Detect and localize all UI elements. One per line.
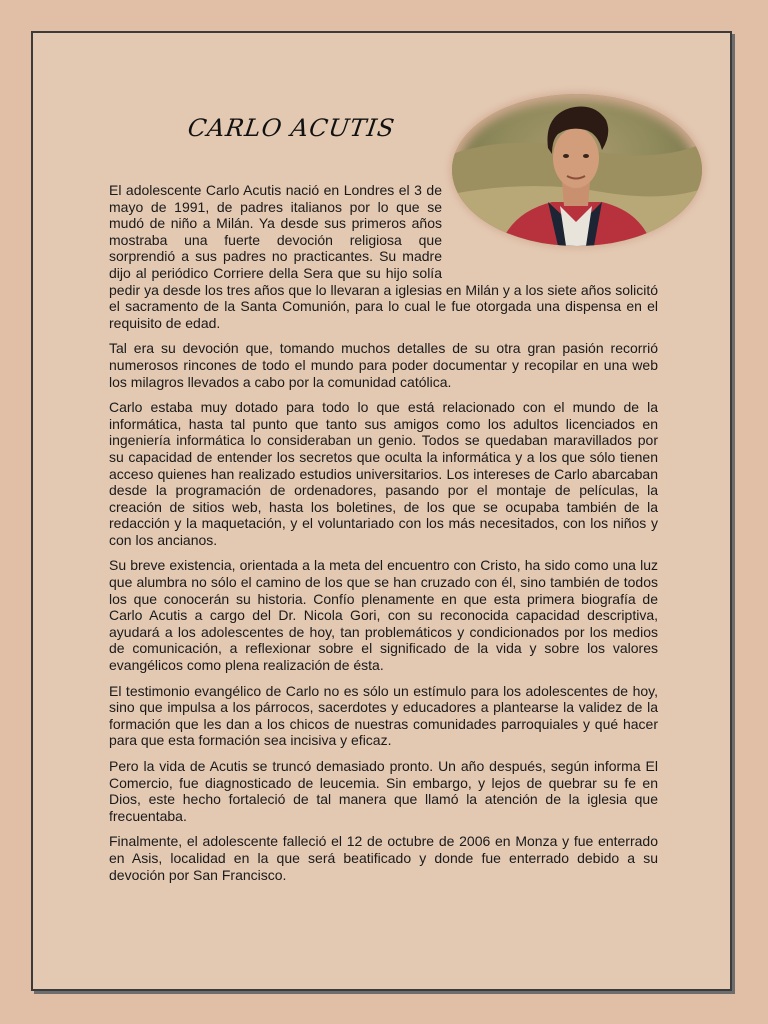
document-body	[109, 182, 658, 892]
paragraph-existence: Su breve existencia, orientada a la meta del encuentro con Cristo, ha sido como una luz que alumbra no sólo el camino de los que se han cruzado con él, sino también de todos los que conocerán su historia. Confío plenamente en que esta primera biografía de Carlo Acutis a cargo del Dr. Nicola Gori, con su reconocida capacidad descriptiva, ayudará a los adolescentes de hoy, tan problemáticos y condicionados por los medios de comunicación, a reflexionar sobre el significado de la vida y sobre los valores evangélicos como plena realización de ésta.	[109, 557, 658, 674]
document-title: CARLO ACUTIS	[186, 114, 397, 142]
photo-text-wrap	[442, 182, 658, 266]
paragraph-devotion: Tal era su devoción que, tomando muchos detalles de su otra gran pasión recorrió numerosos rincones de todo el mundo para poder documentar y recopilar en una web los milagros llevados a cabo por la comunidad católica.	[109, 340, 658, 390]
paragraph-informatics: Carlo estaba muy dotado para todo lo que está relacionado con el mundo de la informática, hasta tal punto que tanto sus amigos como los adultos licenciados en ingeniería informática lo consideraban un genio. Todos se quedaban maravillados por su capacidad de entender los secretos que oculta la informática y a los que sólo tienen acceso quienes han realizado estudios universitarios. Los intereses de Carlo abarcaban desde la programación de ordenadores, pasando por el montaje de películas, la creación de sitios web, hasta los boletines, de los que se ocupaba también de la redacción y la maquetación, y el voluntariado con los más necesitados, con los niños y con los ancianos.	[109, 399, 658, 548]
paragraph-testimony: El testimonio evangélico de Carlo no es sólo un estímulo para los adolescentes de hoy, sino que impulsa a los párrocos, sacerdotes y educadores a plantearse la validez de la formación que les dan a los chicos de nuestras comunidades parroquiales y qué hacer para que esta formación sea incisiva y eficaz.	[109, 682, 658, 749]
paragraph-birth: El adolescente Carlo Acutis nació en Londres el 3 de mayo de 1991, de padres italianos por lo que se mudó de niño a Milán. Ya desde sus primeros años mostraba una fuerte devoción religiosa que sorprendió a sus padres no practicantes. Su madre dijo al periódico Corriere della Sera que su hijo solía pedir ya desde los tres años que lo llevaran a iglesias en Milán y a los siete años solicitó el sacramento de la Santa Comunión, para lo cual le fue otorgada una dispensa en el requisito de edad.	[109, 182, 658, 331]
paragraph-death: Finalmente, el adolescente falleció el 12 de octubre de 2006 en Monza y fue enterrado en Asis, localidad en la que será beatificado y donde fue enterrado debido a su devoción por San Francisco.	[109, 833, 658, 883]
paragraph-illness: Pero la vida de Acutis se truncó demasiado pronto. Un año después, según informa El Comercio, fue diagnosticado de leucemia. Sin embargo, y lejos de quebrar su fe en Dios, este hecho fortaleció de tal manera que llamó la atención de la iglesia que frecuentaba.	[109, 758, 658, 824]
